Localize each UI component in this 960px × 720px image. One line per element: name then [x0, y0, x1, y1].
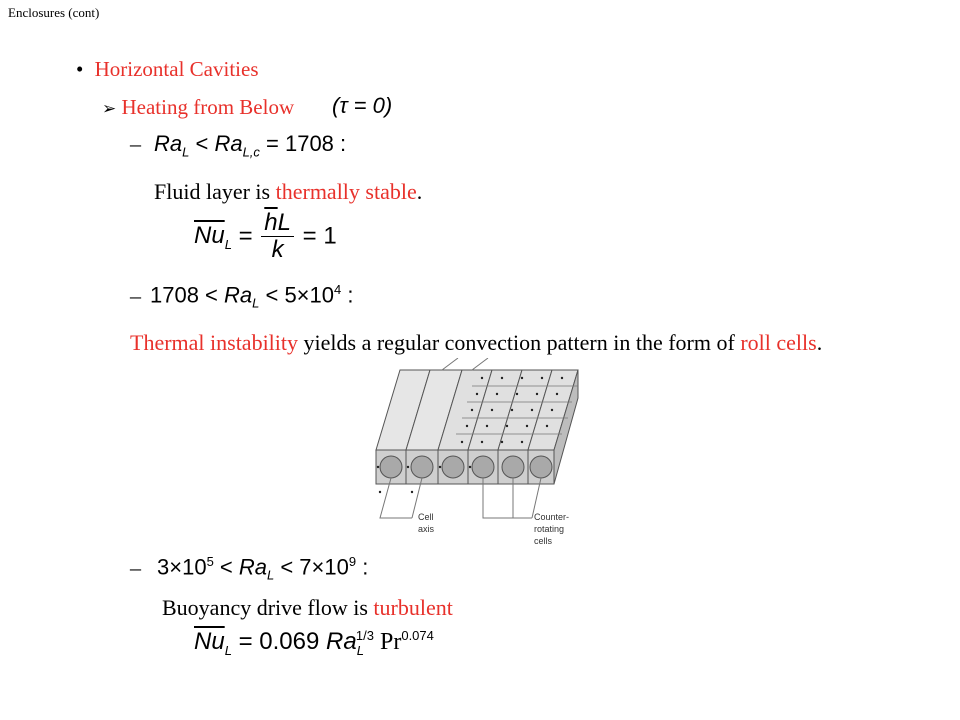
ra-subscript: L	[252, 295, 260, 311]
conductivity-k: k	[271, 236, 284, 263]
case2-highlight-roll-cells: roll cells	[740, 330, 817, 355]
case3-lower-exponent: 5	[206, 554, 214, 569]
case2-text	[130, 330, 822, 356]
case1-dash: –	[130, 131, 141, 156]
case1-text	[154, 179, 422, 205]
case3-nu-correlation	[194, 628, 434, 658]
roll-cells-figure	[372, 358, 587, 554]
h-l-over-k-fraction	[261, 210, 294, 263]
nu-symbol: $\overline{Nu}$	[194, 628, 225, 655]
case1-condition	[154, 131, 346, 159]
ra-symbol: Ra	[154, 131, 183, 156]
ra-subscript: L	[356, 642, 364, 658]
less-than: <	[213, 554, 239, 580]
sub-bullet-text: Heating from Below	[121, 95, 295, 119]
ra-symbol: Ra	[224, 282, 253, 308]
nu-subscript: L	[224, 236, 232, 252]
slide-header: Enclosures (cont)	[8, 5, 100, 20]
ra-subscript: L	[182, 144, 190, 160]
figure-label-rotating: rotating	[534, 524, 565, 534]
nu-symbol: $\overline{Nu}$	[194, 221, 225, 249]
figure-label-cells: cells	[534, 536, 553, 546]
case3-upper-exponent: 9	[348, 554, 357, 569]
case2-lower-bound: 1708 <	[150, 282, 225, 308]
h-bar: $\overline{h}$	[264, 209, 278, 236]
colon: :	[356, 554, 369, 580]
arrow-bullet-icon: ➢	[102, 99, 117, 119]
less-than: <	[189, 131, 215, 156]
pr-symbol: Pr	[374, 629, 402, 655]
ra-subscript: L	[267, 567, 275, 583]
coefficient: = 0.069	[231, 628, 326, 655]
bullet-dot: •	[76, 57, 84, 81]
case2-condition	[150, 282, 353, 311]
ra-critical-subscript: L,c	[242, 144, 260, 160]
case3-lower-bound: 3×10	[157, 554, 207, 580]
case1-text-prefix: Fluid layer is	[154, 179, 276, 204]
main-bullet	[76, 57, 259, 82]
case3-text-highlight: turbulent	[373, 595, 453, 620]
nu-subscript: L	[224, 642, 232, 658]
case2-highlight-instability: Thermal instability	[130, 330, 299, 355]
equals-sign: =	[231, 222, 260, 250]
equals-one: = 1	[296, 222, 337, 250]
case1-text-highlight: thermally stable	[275, 179, 417, 204]
tau-condition: (τ = 0)	[332, 93, 393, 118]
case2-text-middle: yields a regular convection pattern in the form of	[298, 330, 741, 355]
case1-nu-equation	[194, 210, 337, 263]
length-l: L	[277, 209, 291, 236]
pr-exponent: 0.074	[401, 628, 434, 643]
ra-symbol: Ra	[238, 554, 267, 580]
case3-dash: –	[130, 555, 141, 580]
case2-exponent: 4	[334, 282, 342, 297]
case2-upper-bound: < 5×10	[259, 282, 335, 308]
case3-text	[162, 595, 453, 621]
critical-value: = 1708	[259, 131, 334, 156]
figure-label-axis: axis	[418, 524, 435, 534]
figure-label-counter: Counter-	[534, 512, 570, 522]
ra-exponent: 1/3	[355, 628, 374, 643]
case3-upper-bound: < 7×10	[274, 554, 349, 580]
sub-bullet	[102, 95, 294, 120]
case2-text-suffix: .	[816, 330, 823, 355]
ra-symbol: Ra	[326, 628, 357, 655]
case1-text-suffix: .	[416, 179, 423, 204]
ra-critical-symbol: Ra	[214, 131, 243, 156]
figure-label-cell: Cell	[418, 512, 434, 522]
case3-text-prefix: Buoyancy drive flow is	[162, 595, 374, 620]
colon: :	[341, 282, 354, 308]
case2-dash: –	[130, 283, 141, 308]
case3-condition	[157, 554, 368, 583]
bullet-text: Horizontal Cavities	[94, 57, 259, 81]
colon: :	[333, 131, 347, 156]
